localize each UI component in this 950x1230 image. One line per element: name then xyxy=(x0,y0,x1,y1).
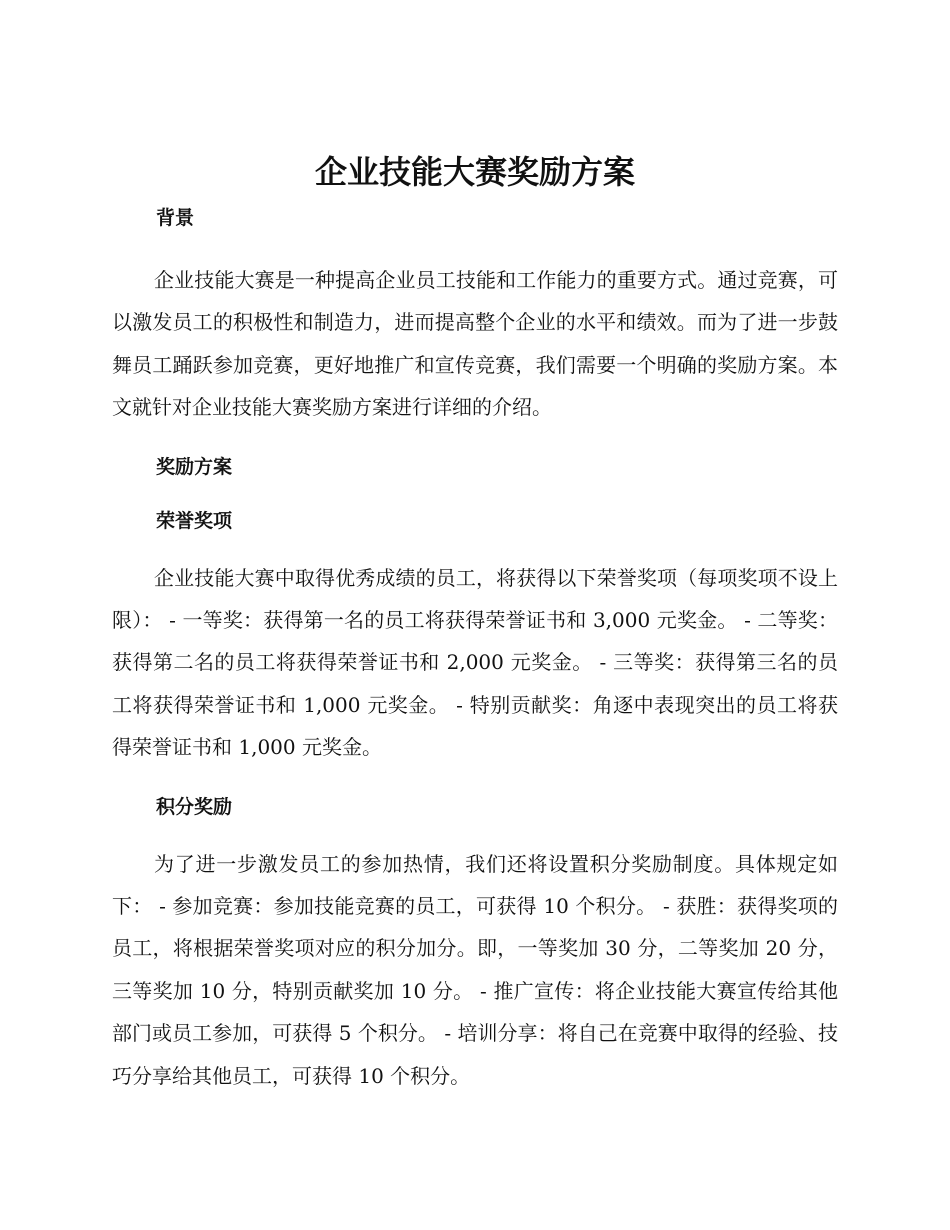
section-heading-reward-scheme: 奖励方案 xyxy=(156,455,233,478)
paragraph-background: 企业技能大赛是一种提高企业员工技能和工作能力的重要方式。通过竞赛，可以激发员工的积极性和制造力，进而提高整个企业的水平和绩效。而为了进一步鼓舞员工踊跃参加竞赛，更好地推广和宣传竞赛，我们需要一个明确的奖励方案。本文就针对企业技能大赛奖励方案进行详细的介绍。 xyxy=(112,268,838,420)
paragraph-points-rewards: 为了进一步激发员工的参加热情，我们还将设置积分奖励制度。具体规定如下： - 参加竞赛：参加技能竞赛的员工，可获得 10 个积分。 - 获胜：获得奖项的员工，将根据荣誉奖项对应的积分加分。即，一等奖加 30 分，二等奖加 20 分，三等奖加 10 分，特别贡献奖加 10 分。 - 推广宣传：将企业技能大赛宣传给其他部门或员工参加，可获得 5 个积分。 - 培训分享：将自己在竞赛中取得的经验、技巧分享给其他员工，可获得 10 个积分。 xyxy=(112,851,838,1088)
document-page xyxy=(112,150,838,1097)
section-heading-background: 背景 xyxy=(156,207,195,229)
section-heading-honor-awards: 荣誉奖项 xyxy=(156,509,233,532)
section-heading-points-rewards: 积分奖励 xyxy=(156,795,233,818)
paragraph-honor-awards: 企业技能大赛中取得优秀成绩的员工，将获得以下荣誉奖项（每项奖项不设上限）： - 一等奖：获得第一名的员工将获得荣誉证书和 3,000 元奖金。 - 二等奖：获得第二名的员工将获得荣誉证书和 2,000 元奖金。 - 三等奖：获得第三名的员工将获得荣誉证书和 1,000 元奖金。 - 特别贡献奖：角逐中表现突出的员工将获得荣誉证书和 1,000 元奖金。 xyxy=(112,565,838,760)
document-title: 企业技能大赛奖励方案 xyxy=(314,153,635,191)
